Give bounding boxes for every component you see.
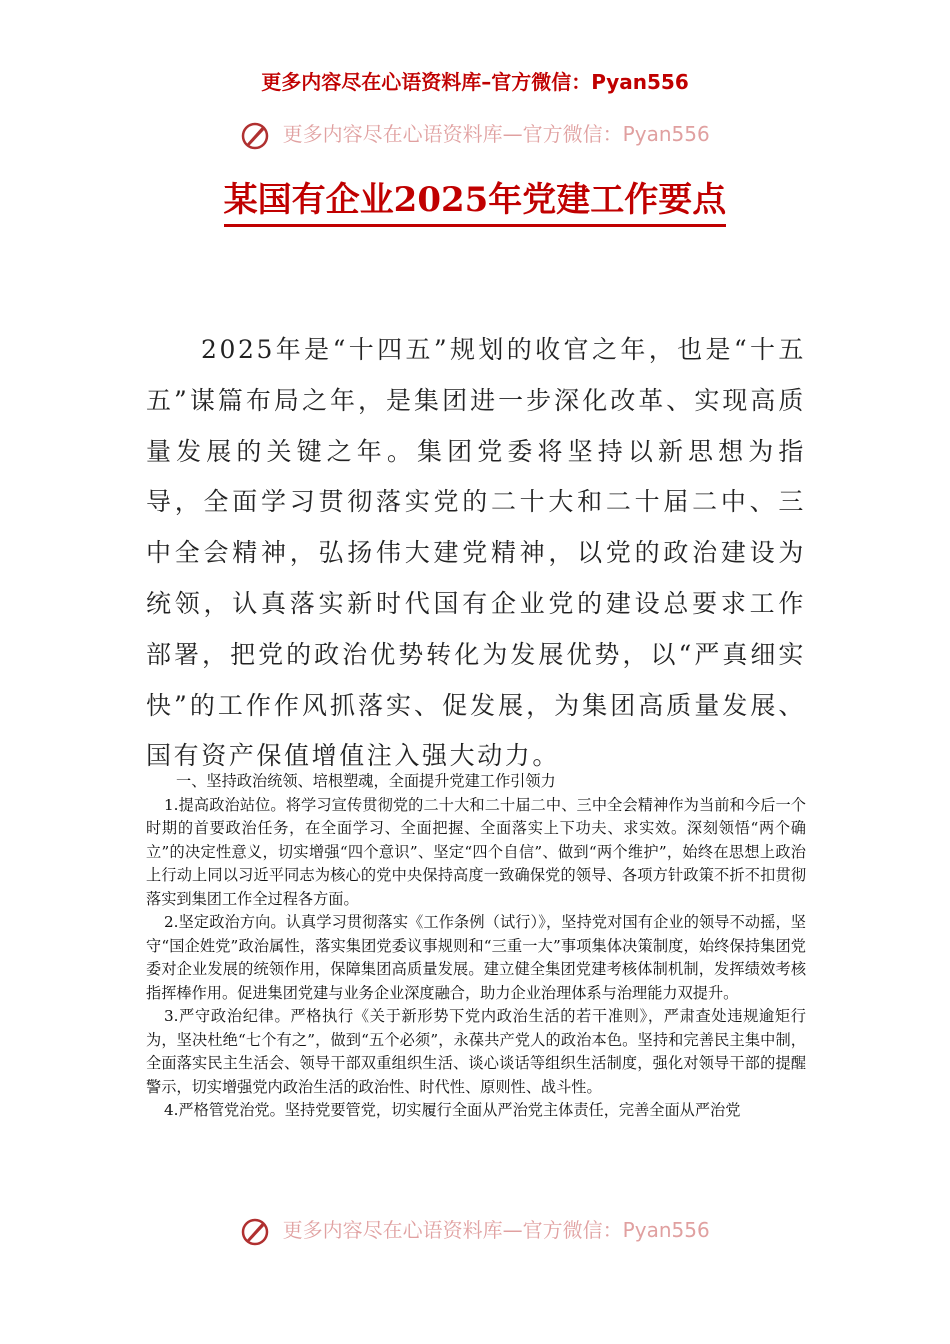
list-item: 3.严守政治纪律。严格执行《关于新形势下党内政治生活的若干准则》，严肃查处违规逾矩行为，坚决杜绝“七个有之”，做到“五个必须”，永葆共产党人的政治本色。坚持和完善民主集中制，全面落实民主生活会、领导干部双重组织生活、谈心谈话等组织生活制度，强化对领导干部的提醒警示，切实增强党内政治生活的政治性、时代性、原则性、战斗性。: [146, 1007, 806, 1096]
document-body: [146, 770, 806, 1123]
document-title: [0, 172, 950, 221]
list-item: 4.严格管党治党。坚持党要管党，切实履行全面从严治党主体责任，完善全面从严治党: [164, 1101, 741, 1119]
list-item: 1.提高政治站位。将学习宣传贯彻党的二十大和二十届二中、三中全会精神作为当前和今后一个时期的首要政治任务，在全面学习、全面把握、全面落实上下功夫、求实效。深刻领悟“两个确立”的决定性意义，切实增强“四个意识”、坚定“四个自信”、做到“两个维护”，始终在思想上政治上行动上同以习近平同志为核心的党中央保持高度一致确保党的领导、各项方针政策不折不扣贯彻落实到集团工作全过程各方面。: [146, 795, 806, 908]
footer-watermark: [0, 1214, 950, 1247]
watermark-banner: 更多内容尽在心语资料库–官方微信：Pyan556: [261, 70, 689, 94]
list-item: 2.坚定政治方向。认真学习贯彻落实《工作条例（试行）》，坚持党对国有企业的领导不动摇，坚守“国企姓党”政治属性，落实集团党委议事规则和“三重一大”事项集体决策制度，始终保持集团党委对企业发展的统领作用，保障集团高质量发展。建立健全集团党建考核体制机制，发挥绩效考核指挥棒作用。促进集团党建与业务企业深度融合，助力企业治理体系与治理能力双提升。: [146, 913, 806, 1002]
section-heading: 一、坚持政治统领、培根塑魂，全面提升党建工作引领力: [176, 772, 556, 790]
quill-logo-icon: [240, 1217, 270, 1247]
header-watermark: [0, 118, 950, 151]
document-title-text: 某国有企业2025年党建工作要点: [224, 180, 727, 227]
quill-logo-icon: [240, 121, 270, 151]
header-watermark-text: 更多内容尽在心语资料库—官方微信：Pyan556: [282, 122, 710, 146]
footer-watermark-text: 更多内容尽在心语资料库—官方微信：Pyan556: [282, 1218, 710, 1242]
intro-paragraph: 2025年是“十四五”规划的收官之年，也是“十五五”谋篇布局之年，是集团进一步深化改革、实现高质量发展的关键之年。集团党委将坚持以新思想为指导，全面学习贯彻落实党的二十大和二十届二中、三中全会精神，弘扬伟大建党精神，以党的政治建设为统领，认真落实新时代国有企业党的建设总要求工作部署，把党的政治优势转化为发展优势，以“严真细实快”的工作作风抓落实、促发展，为集团高质量发展、国有资产保值增值注入强大动力。: [146, 335, 806, 771]
